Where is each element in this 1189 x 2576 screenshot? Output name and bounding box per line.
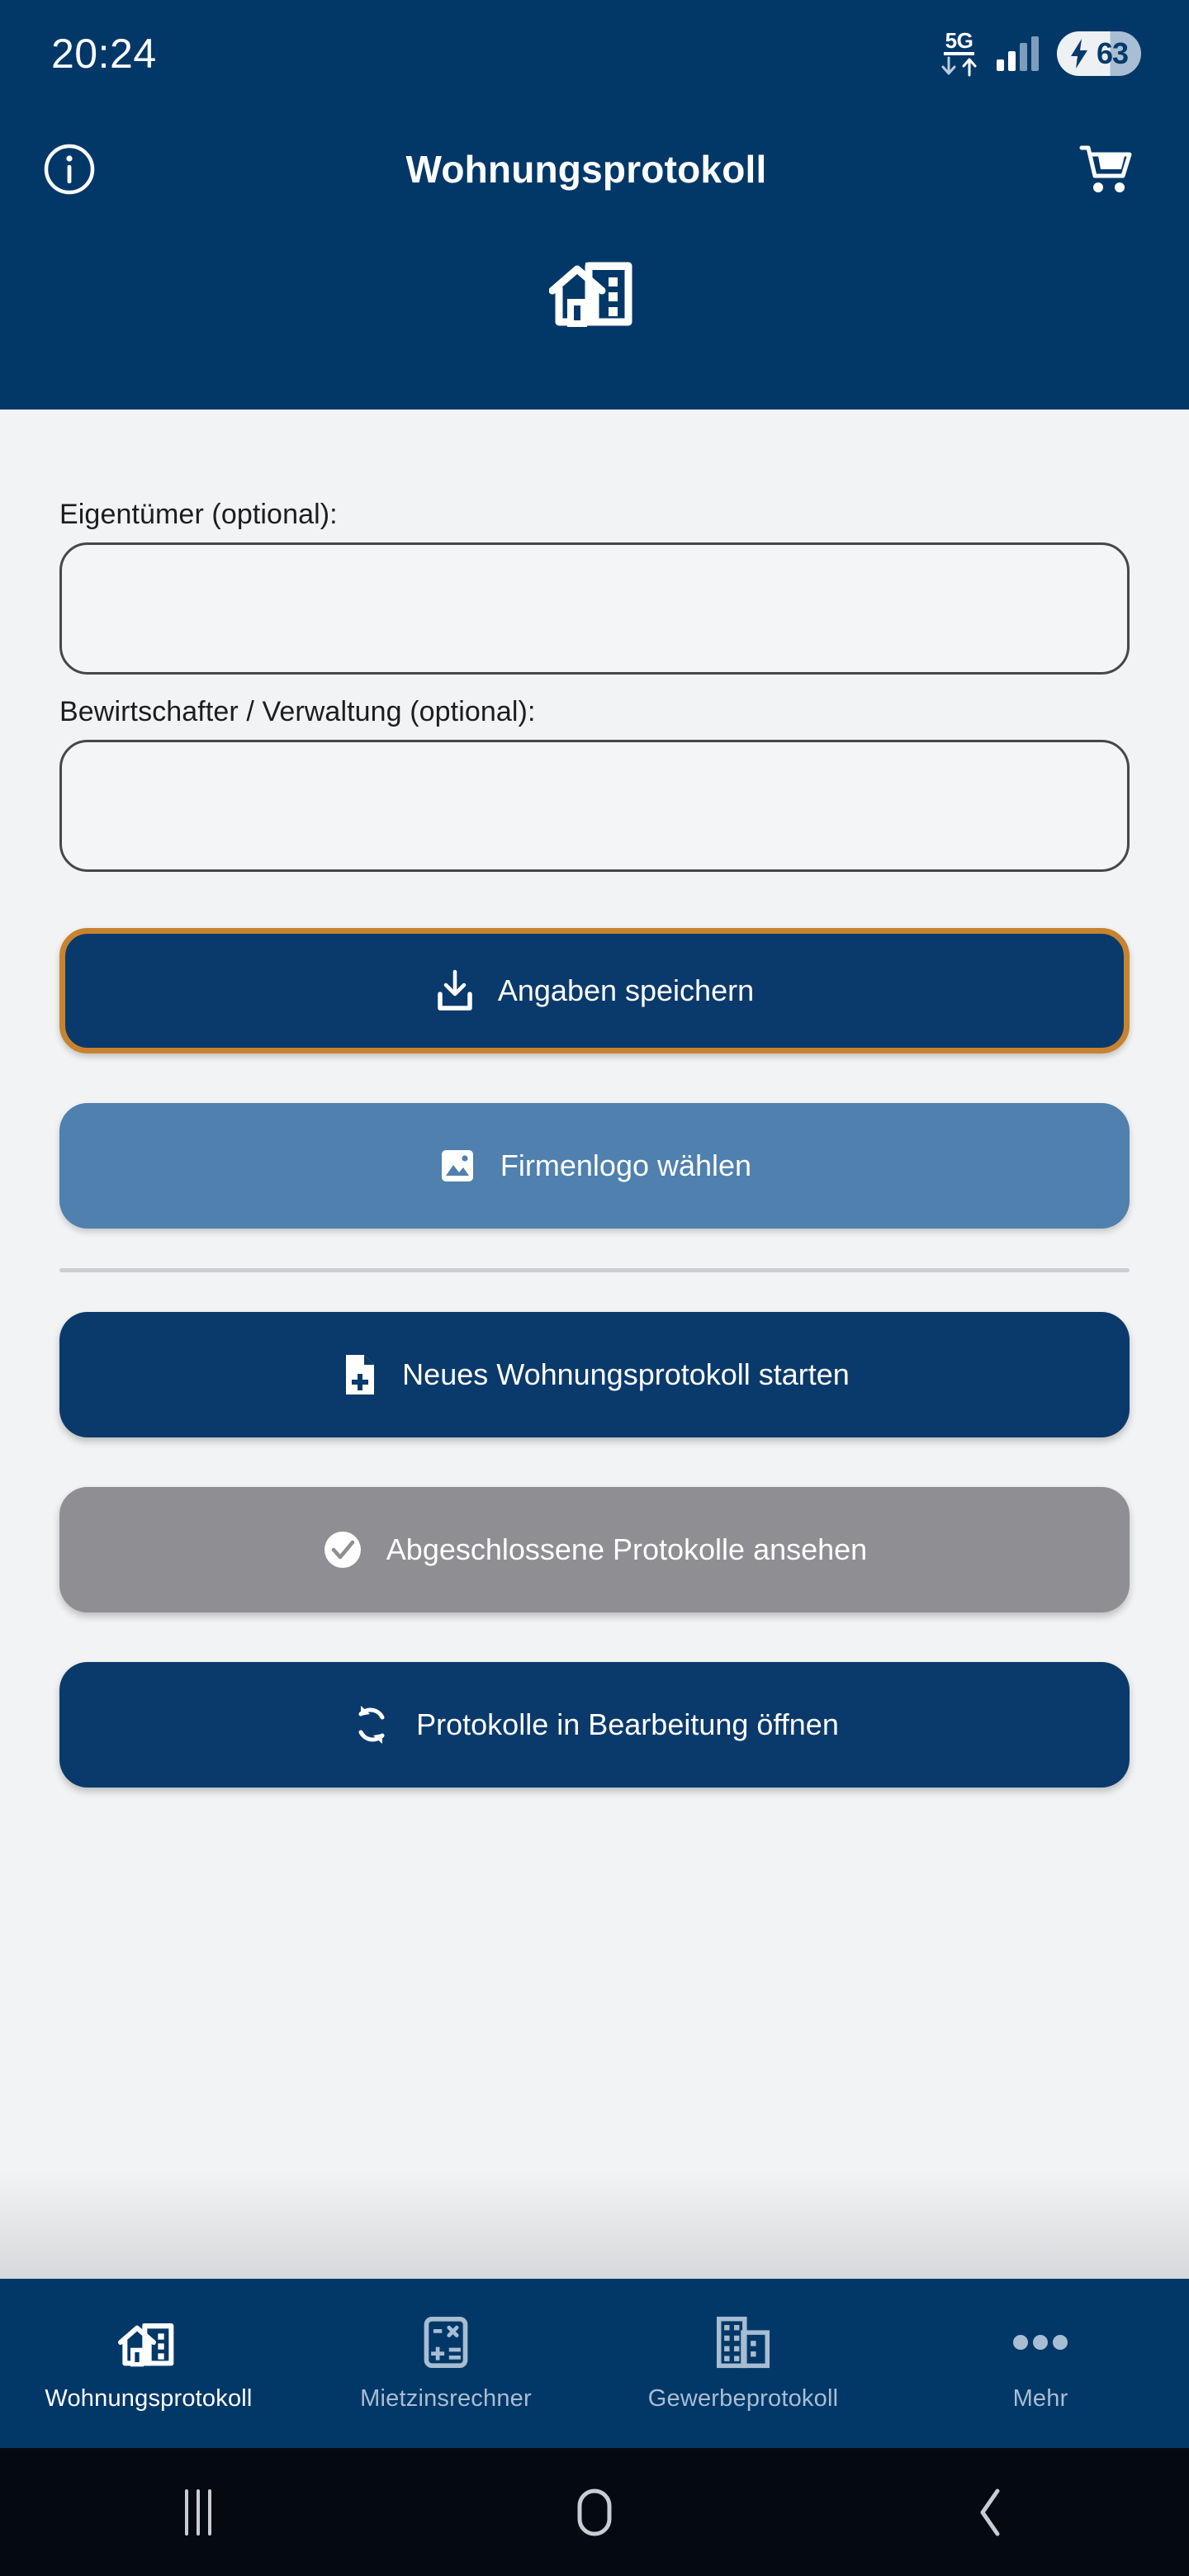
nav-item-mietzinsrechner[interactable] [297, 2314, 594, 2413]
image-picture-icon [438, 1146, 477, 1186]
owner-label: Eigentümer (optional): [59, 499, 338, 530]
battery-percentage: 63 [1096, 36, 1128, 70]
new-protocol-button[interactable] [59, 1312, 1130, 1437]
nav-item-mehr[interactable] [892, 2314, 1189, 2413]
nav-item-wohnungsprotokoll[interactable] [0, 2314, 297, 2413]
view-completed-button-label: Abgeschlossene Protokolle ansehen [386, 1532, 868, 1566]
open-in-progress-button[interactable] [59, 1662, 1130, 1788]
5g-data-icon [940, 27, 978, 78]
shopping-cart-icon[interactable] [1077, 143, 1135, 196]
upload-arrow-icon [960, 56, 978, 78]
page-title: Wohnungsprotokoll [405, 148, 767, 191]
view-completed-button[interactable] [59, 1487, 1130, 1612]
new-protocol-button-label: Neues Wohnungsprotokoll starten [402, 1357, 850, 1391]
house-building-icon [549, 251, 640, 330]
brand-logo [0, 231, 1189, 410]
main-content [0, 410, 1189, 2279]
section-divider [59, 1268, 1130, 1272]
document-plus-icon [339, 1352, 379, 1397]
app-header [0, 107, 1189, 410]
back-chevron-icon[interactable] [900, 2467, 1082, 2558]
status-bar [0, 0, 1189, 107]
status-clock: 20:24 [51, 31, 157, 77]
save-button-label: Angaben speichern [497, 973, 755, 1007]
ellipsis-more-icon [1011, 2314, 1069, 2370]
signal-bars-icon [997, 36, 1039, 71]
scroll-fade-overlay [0, 2171, 1189, 2279]
nav-label-gewerbeprotokoll: Gewerbeprotokoll [647, 2385, 839, 2412]
download-arrow-icon [940, 56, 958, 78]
nav-label-mehr: Mehr [1012, 2385, 1068, 2412]
manager-label: Bewirtschafter / Verwaltung (optional): [59, 696, 536, 727]
bottom-navigation [0, 2279, 1189, 2448]
android-navigation-bar [0, 2448, 1189, 2576]
save-button[interactable] [59, 928, 1130, 1054]
refresh-sync-icon [350, 1702, 393, 1747]
office-building-icon [716, 2314, 770, 2370]
status-icons [940, 27, 1141, 78]
recent-apps-icon[interactable] [107, 2467, 289, 2558]
home-circle-icon[interactable] [504, 2467, 685, 2558]
owner-input[interactable] [59, 542, 1130, 675]
open-in-progress-button-label: Protokolle in Bearbeitung öffnen [416, 1707, 839, 1741]
owner-field-group [59, 499, 1130, 675]
nav-label-wohnungsprotokoll: Wohnungsprotokoll [45, 2385, 253, 2412]
nav-item-gewerbeprotokoll[interactable] [594, 2314, 892, 2413]
data-arrows-icon [940, 56, 978, 78]
charging-bolt-icon [1067, 37, 1092, 70]
choose-logo-button-label: Firmenlogo wählen [500, 1148, 752, 1182]
calculator-icon [422, 2314, 470, 2370]
choose-logo-button[interactable] [59, 1103, 1130, 1229]
battery-indicator [1057, 31, 1141, 76]
manager-field-group [59, 696, 1130, 872]
manager-input[interactable] [59, 740, 1130, 872]
check-circle-icon [322, 1529, 363, 1570]
download-save-icon [435, 969, 475, 1012]
house-building-icon [117, 2314, 180, 2370]
nav-label-mietzinsrechner: Mietzinsrechner [360, 2385, 532, 2412]
info-circle-icon[interactable] [43, 143, 96, 196]
5g-label: 5G [944, 30, 975, 55]
